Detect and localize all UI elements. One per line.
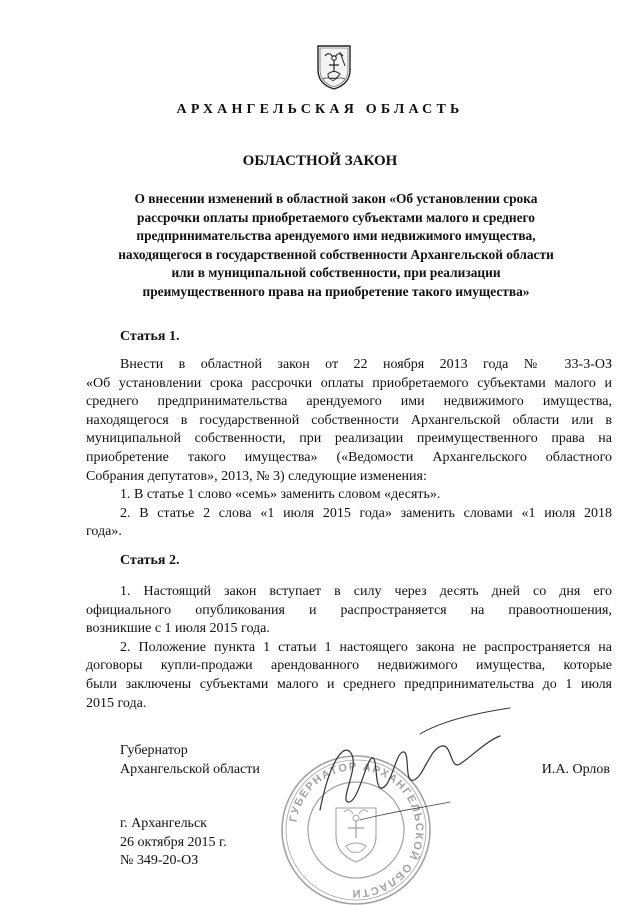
law-title [86,190,586,302]
text-line: года». [86,524,122,540]
handwritten-signature [300,700,540,830]
region-heading: АРХАНГЕЛЬСКАЯ ОБЛАСТЬ [176,102,464,117]
stamp-text: ГУБЕРНАТОР АРХАНГЕЛЬСКОЙ ОБЛАСТИ [287,760,426,900]
law-title-line: преимущественного права на приобретение такого имущества» [142,283,530,299]
text-line: возникшие с 1 июля 2015 года. [86,621,270,637]
text-line: Собрания депутатов», 2013, № 3) следующие изменения: [86,468,427,484]
text-line: среднего предпринимательства арендуемого ими недвижимого имущества, [86,394,612,410]
text-line: 1. Настоящий закон вступает в силу через десять дней со дня его [120,584,612,599]
text-line: были заключены субъектами малого и среднего предпринимательства до 1 июля [86,676,612,692]
document-footer [120,815,227,871]
text-line: официального опубликования и распространяется на правоотношения, [86,602,612,618]
law-title-line: или в муниципальной собственности, при реализации [171,265,501,281]
text-line: находящегося в государственной собственности Архангельской области или в [86,412,612,428]
text-line: муниципальной собственности, при реализации преимущественного права на [86,431,612,447]
law-title-line: О внесении изменений в областной закон «Об установлении срока [134,191,538,206]
text-line: 2015 года. [86,695,147,711]
text-line: 2. В статье 2 слова «1 июля 2015 года» заменить словами «1 июля 2018 [120,505,612,521]
document-date: 26 октября 2015 г. [120,834,227,850]
text-line: «Об установлении срока рассрочки оплаты приобретаемого субъектами малого и [86,375,612,391]
article-2-text [86,583,612,713]
text-line: приобретение такого имущества» («Ведомости Архангельского областного [86,449,612,465]
law-title-line: рассрочки оплаты приобретаемого субъектами малого и среднего [137,209,535,225]
city: г. Архангельск [120,816,207,831]
coat-of-arms-icon [316,44,352,90]
signatory-name: И.А. Орлов [541,762,610,777]
article-1-heading: Статья 1. [120,329,180,344]
text-line: 1. В статье 1 слово «семь» заменить словом «десять». [120,487,441,503]
law-title-line: предпринимательства арендуемого ими недвижимого имущества, [136,228,536,244]
article-1-text [86,356,612,542]
text-line: договоры купли-продажи арендованного недвижимого имущества, которые [86,658,612,674]
signatory-title: Губернатор [120,743,188,758]
signatory-position [120,742,260,779]
signatory-region: Архангельской области [120,761,260,777]
text-line: Внести в областной закон от 22 ноября 2013 года № 33-3-ОЗ [120,357,612,372]
document-number: № 349-20-ОЗ [120,853,199,869]
text-line: 2. Положение пункта 1 статьи 1 настоящего закона не распространяется на [120,639,612,655]
law-title-line: находящегося в государственной собственности Архангельской области [118,246,554,262]
law-type-heading: ОБЛАСТНОЙ ЗАКОН [242,153,398,169]
article-2-heading: Статья 2. [120,553,180,568]
